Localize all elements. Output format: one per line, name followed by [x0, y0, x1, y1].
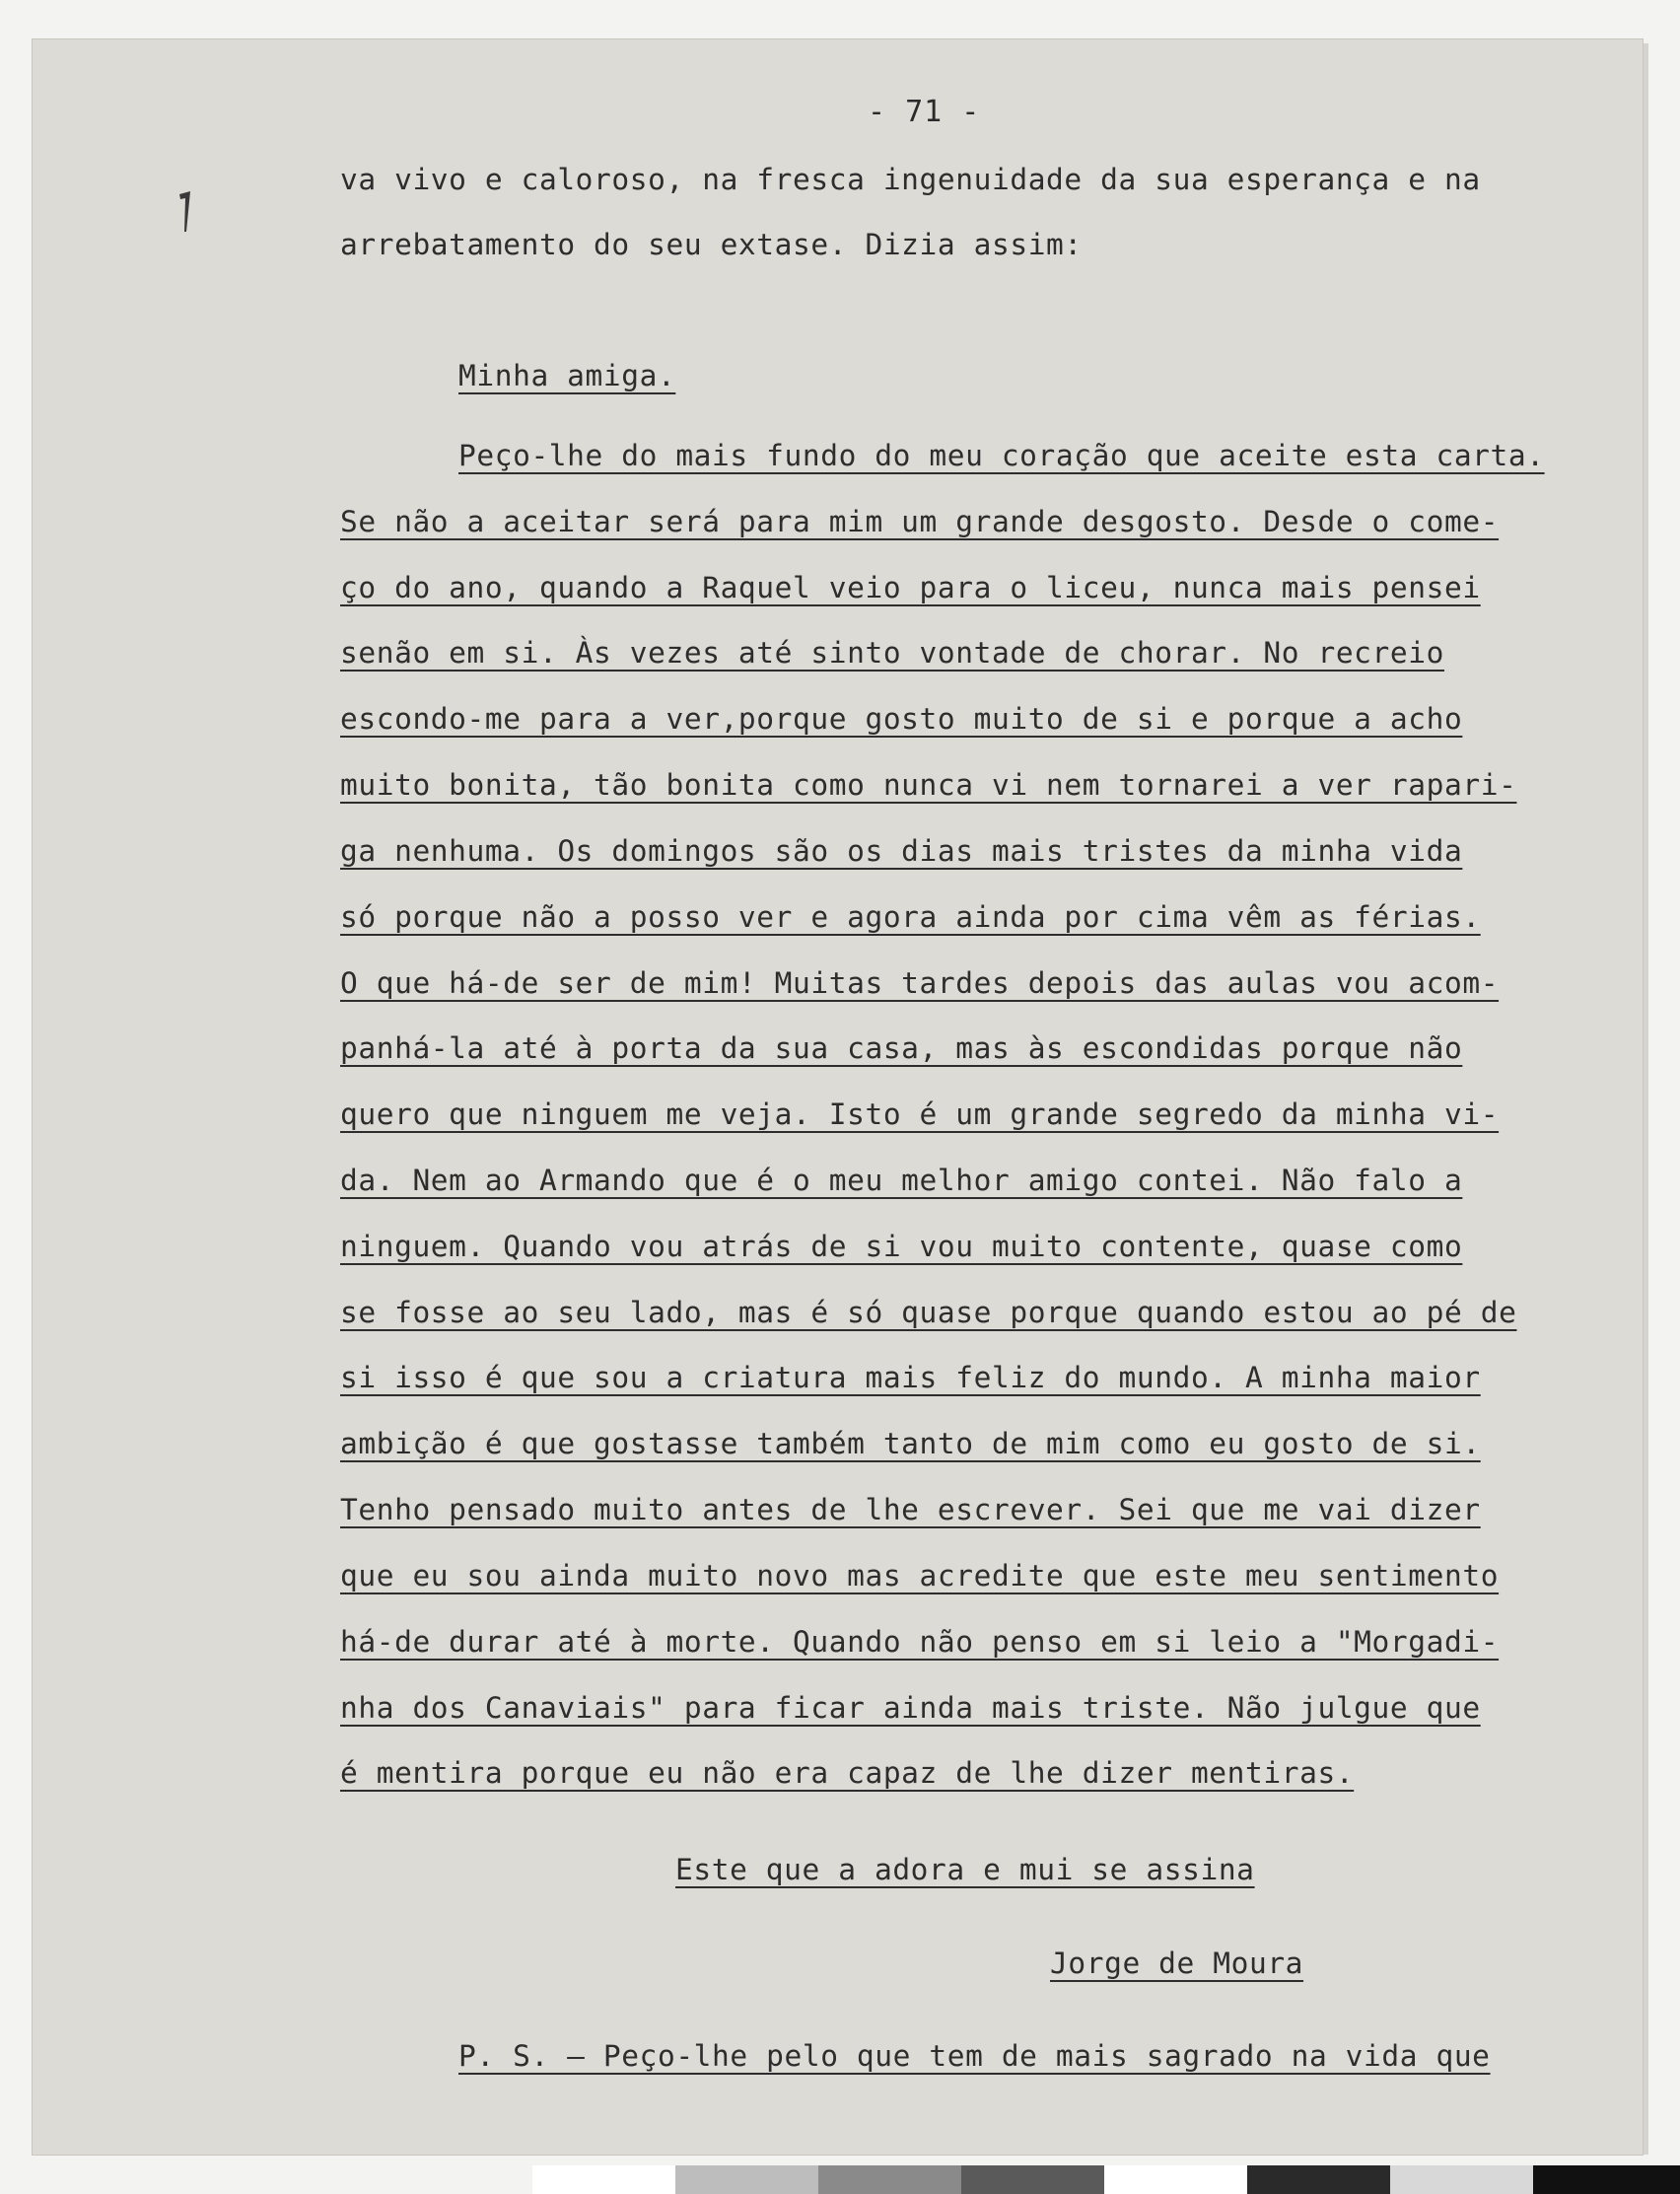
letter-line: ninguem. Quando vou atrás de si vou muito contente, quase como — [340, 1230, 1463, 1263]
scan-calibration-strip — [532, 2165, 1680, 2194]
postscript-line: P. S. — Peço-lhe pelo que tem de mais sagrado na vida que — [458, 2039, 1491, 2073]
letter-line: si isso é que sou a criatura mais feliz do mundo. A minha maior — [340, 1361, 1481, 1394]
letter-line: da. Nem ao Armando que é o meu melhor amigo contei. Não falo a — [340, 1164, 1463, 1197]
letter-line: ço do ano, quando a Raquel veio para o liceu, nunca mais pensei — [340, 571, 1481, 604]
letter-line: ga nenhuma. Os domingos são os dias mais tristes da minha vida — [340, 834, 1463, 868]
letter-line: ambição é que gostasse também tanto de mim como eu gosto de si. — [340, 1427, 1481, 1460]
letter-closing: Este que a adora e mui se assina — [675, 1853, 1255, 1886]
letter-line: escondo-me para a ver,porque gosto muito de si e porque a acho — [340, 702, 1463, 736]
letter-line: muito bonita, tão bonita como nunca vi nem tornarei a ver rapari- — [340, 768, 1517, 802]
letter-line: se fosse ao seu lado, mas é só quase porque quando estou ao pé de — [340, 1296, 1517, 1329]
letter-line: nha dos Canaviais" para ficar ainda mais triste. Não julgue que — [340, 1691, 1481, 1725]
letter-line: que eu sou ainda muito novo mas acredite que este meu sentimento — [340, 1559, 1500, 1592]
letter-line: senão em si. Às vezes até sinto vontade de chorar. No recreio — [340, 636, 1444, 670]
letter-line: Peço-lhe do mais fundo do meu coração que aceite esta carta. — [458, 439, 1545, 472]
letter-line: quero que ninguem me veja. Isto é um grande segredo da minha vi- — [340, 1097, 1500, 1131]
letter-line: panhá-la até à porta da sua casa, mas às escondidas porque não — [340, 1031, 1463, 1065]
text-line: arrebatamento do seu extase. Dizia assim: — [340, 228, 1083, 261]
letter-line: Se não a aceitar será para mim um grande desgosto. Desde o come- — [340, 505, 1500, 538]
letter-line: é mentira porque eu não era capaz de lhe dizer mentiras. — [340, 1756, 1355, 1790]
letter-line: há-de durar até à morte. Quando não penso em si leio a "Morgadi- — [340, 1625, 1500, 1659]
page-number: - 71 - — [868, 95, 981, 129]
letter-line: Tenho pensado muito antes de lhe escrever. Sei que me vai dizer — [340, 1493, 1481, 1526]
sheet-edge — [1643, 43, 1648, 2155]
letter-line: O que há-de ser de mim! Muitas tardes depois das aulas vou acom- — [340, 966, 1500, 1000]
letter-signature: Jorge de Moura — [1050, 1946, 1304, 1980]
text-line: va vivo e caloroso, na fresca ingenuidade da sua esperança e na — [340, 163, 1481, 196]
margin-check-mark — [177, 190, 191, 234]
letter-salutation: Minha amiga. — [458, 359, 676, 392]
letter-line: só porque não a posso ver e agora ainda por cima vêm as férias. — [340, 900, 1481, 934]
